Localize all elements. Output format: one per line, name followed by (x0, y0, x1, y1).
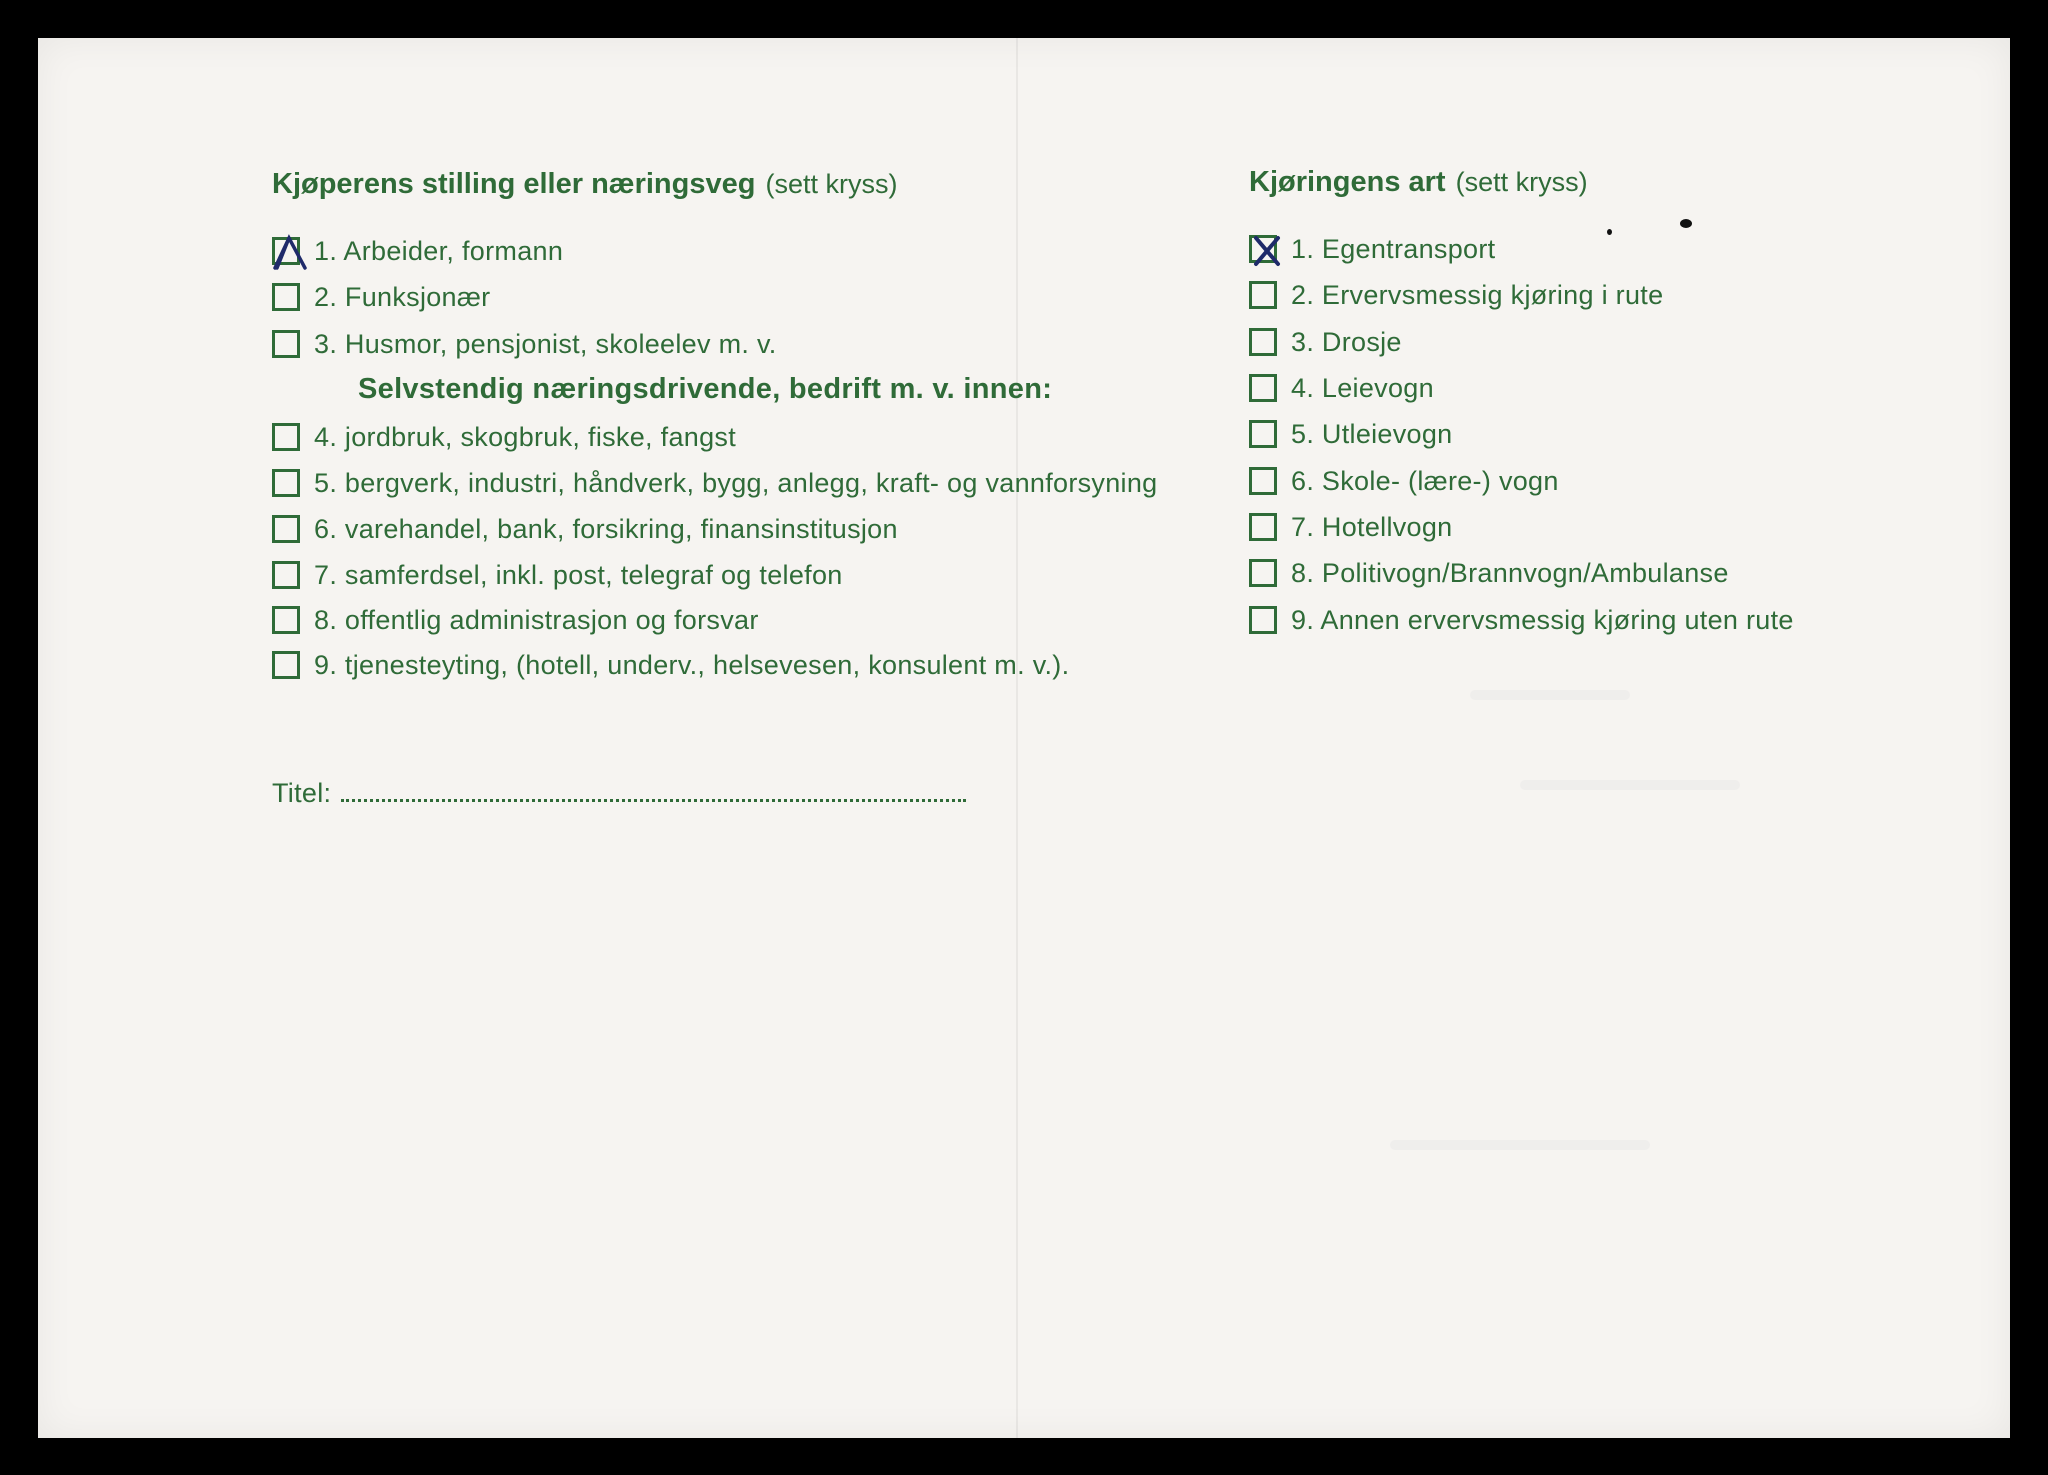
show-through-mark (1520, 780, 1740, 790)
buyer-option-5 (272, 464, 1157, 502)
buyer-option-7 (272, 556, 843, 594)
driving-checkbox-4[interactable] (1249, 374, 1277, 402)
buyer-checkbox-4[interactable] (272, 423, 300, 451)
buyer-option-label: 5. bergverk, industri, håndverk, bygg, anlegg, kraft- og vannforsyning (314, 467, 1158, 498)
ink-speck (1680, 219, 1692, 228)
buyer-option-label: 2. Funksjonær (314, 281, 491, 312)
buyer-section-title (272, 168, 897, 201)
buyer-option-4 (272, 418, 736, 456)
buyer-option-1 (272, 232, 563, 270)
driving-option-label: 9. Annen ervervsmessig kjøring uten rute (1291, 604, 1794, 635)
driving-checkbox-6[interactable] (1249, 467, 1277, 495)
buyer-option-label: 9. tjenesteyting, (hotell, underv., helsevesen, konsulent m. v.). (314, 649, 1070, 680)
buyer-option-label: 1. Arbeider, formann (314, 235, 564, 266)
buyer-checkbox-8[interactable] (272, 606, 300, 634)
buyer-option-label: 3. Husmor, pensjonist, skoleelev m. v. (314, 328, 777, 359)
titel-dotted-line[interactable] (341, 795, 966, 802)
buyer-checkbox-3[interactable] (272, 330, 300, 358)
driving-option-6 (1249, 462, 1559, 500)
driving-option-5 (1249, 415, 1453, 453)
buyer-checkbox-2[interactable] (272, 283, 300, 311)
driving-option-label: 6. Skole- (lære-) vogn (1291, 465, 1559, 496)
titel-field[interactable] (272, 778, 966, 809)
buyer-checkbox-5[interactable] (272, 469, 300, 497)
driving-checkbox-8[interactable] (1249, 559, 1277, 587)
self-employed-subheading: Selvstendig næringsdrivende, bedrift m. v. innen: (358, 373, 1053, 405)
buyer-option-label: 8. offentlig administrasjon og forsvar (314, 604, 759, 635)
buyer-checkbox-7[interactable] (272, 561, 300, 589)
buyer-section-heading: Kjøperens stilling eller næringsveg (272, 168, 756, 200)
driving-section-title (1249, 166, 1588, 199)
driving-checkbox-3[interactable] (1249, 328, 1277, 356)
page-fold (1016, 38, 1018, 1438)
cross-mark-icon (1248, 232, 1286, 270)
buyer-option-2 (272, 278, 490, 316)
driving-option-2 (1249, 276, 1663, 314)
buyer-checkbox-9[interactable] (272, 651, 300, 679)
titel-label: Titel: (272, 778, 332, 808)
driving-option-label: 1. Egentransport (1291, 233, 1496, 264)
buyer-checkbox-6[interactable] (272, 515, 300, 543)
driving-option-8 (1249, 554, 1729, 592)
ink-speck (1607, 229, 1612, 235)
buyer-option-6 (272, 510, 898, 548)
buyer-option-label: 7. samferdsel, inkl. post, telegraf og telefon (314, 559, 843, 590)
driving-option-label: 7. Hotellvogn (1291, 511, 1453, 542)
driving-option-9 (1249, 601, 1794, 639)
show-through-mark (1390, 1140, 1650, 1150)
driving-option-label: 4. Leievogn (1291, 372, 1434, 403)
driving-checkbox-1[interactable] (1249, 235, 1277, 263)
buyer-option-label: 4. jordbruk, skogbruk, fiske, fangst (314, 421, 736, 452)
driving-option-7 (1249, 508, 1453, 546)
driving-option-4 (1249, 369, 1434, 407)
driving-section-note: (sett kryss) (1455, 167, 1588, 197)
driving-option-label: 8. Politivogn/Brannvogn/Ambulanse (1291, 557, 1729, 588)
driving-checkbox-2[interactable] (1249, 281, 1277, 309)
buyer-section-note: (sett kryss) (765, 169, 898, 199)
buyer-checkbox-1[interactable] (272, 237, 300, 265)
buyer-option-9 (272, 646, 1069, 684)
driving-option-1 (1249, 230, 1495, 268)
driving-option-label: 3. Drosje (1291, 326, 1402, 357)
driving-checkbox-9[interactable] (1249, 606, 1277, 634)
buyer-option-8 (272, 601, 759, 639)
driving-checkbox-7[interactable] (1249, 513, 1277, 541)
buyer-option-3 (272, 325, 777, 363)
show-through-mark (1470, 690, 1630, 700)
check-mark-icon (271, 234, 309, 272)
driving-section-heading: Kjøringens art (1249, 166, 1446, 198)
driving-checkbox-5[interactable] (1249, 420, 1277, 448)
buyer-option-label: 6. varehandel, bank, forsikring, finansinstitusjon (314, 513, 898, 544)
driving-option-label: 5. Utleievogn (1291, 418, 1453, 449)
driving-option-label: 2. Ervervsmessig kjøring i rute (1291, 279, 1664, 310)
driving-option-3 (1249, 323, 1402, 361)
